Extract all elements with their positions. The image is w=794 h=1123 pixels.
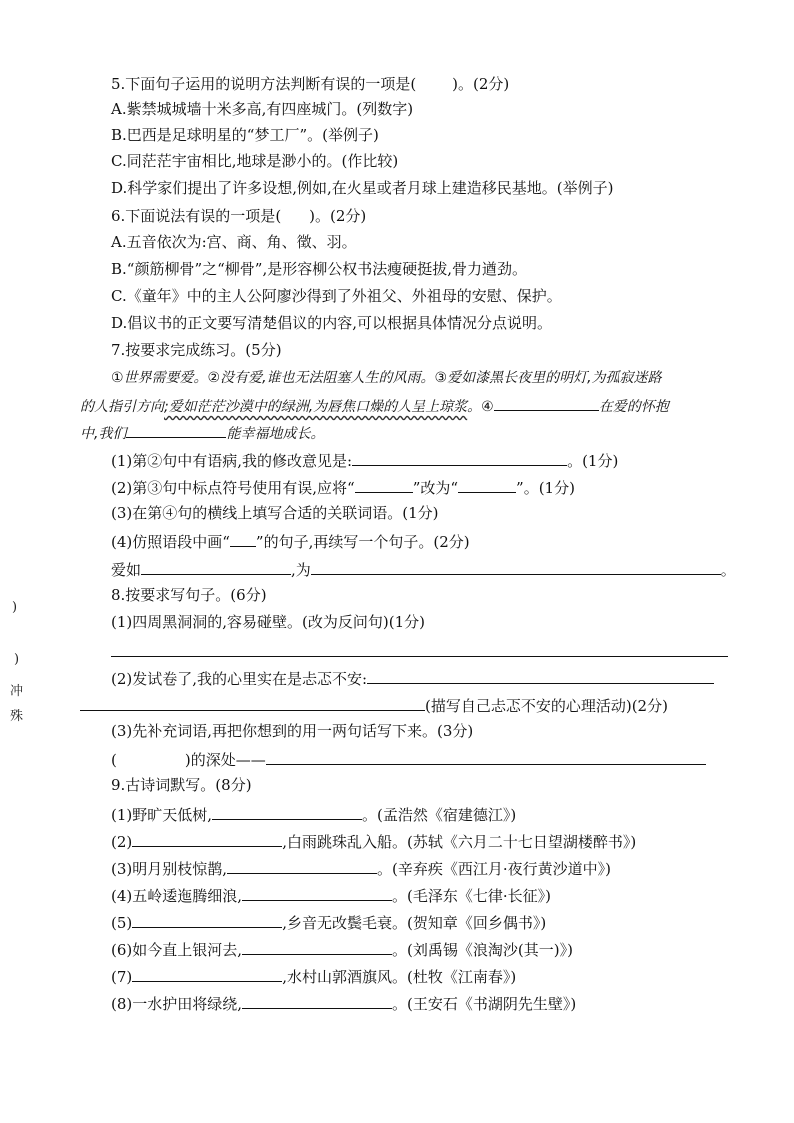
q7-sub2-blank-b[interactable] [458,476,516,493]
q7-sub4-answer: 爱如 ,为 。 [111,558,736,580]
q9-line-3: (3)明月别枝惊鹊, 。(辛弃疾《西江月·夜行黄沙道中》) [111,857,611,879]
q5-option-a: A.紫禁城城墙十米多高,有四座城门。(列数字) [111,100,414,118]
poem-blank[interactable] [242,884,392,901]
margin-mark: 殊 [10,709,24,724]
q8-sub3: (3)先补充词语,再把你想到的用一两句话写下来。(3分) [111,722,474,740]
poem-blank[interactable] [242,992,392,1009]
answer-paren-blank[interactable] [281,205,309,221]
q5-option-b: B.巴西是足球明星的“梦工厂”。(举例子) [111,126,379,144]
poem-blank[interactable] [132,911,282,928]
q7-stem: 7.按要求完成练习。(5分) [111,341,282,359]
q7-sub4-mark [230,530,256,547]
q9-stem: 9.古诗词默写。(8分) [111,776,252,794]
q7-sub4: (4)仿照语段中画“ ”的句子,再续写一个句子。(2分) [111,530,470,552]
q9-line-1: (1)野旷天低树, 。(孟浩然《宿建德江》) [111,803,516,825]
q7-sub2-blank-a[interactable] [355,476,413,493]
q8-sub2-blank[interactable] [367,667,714,684]
poem-blank[interactable] [242,938,392,955]
q8-sub3-blank[interactable] [266,748,706,765]
q7-blank-2[interactable] [126,421,226,438]
q7-sub3: (3)在第④句的横线上填写合适的关联词语。(1分) [111,504,439,522]
q9-line-8: (8)一水护田将绿绕, 。(王安石《书湖阴先生壁》) [111,992,576,1014]
q8-sub1-answer-line[interactable] [111,656,728,657]
q5-option-d: D.科学家们提出了许多设想,例如,在火星或者月球上建造移民基地。(举例子) [111,179,614,197]
poem-blank[interactable] [132,965,282,982]
q9-line-5: (5) ,乡音无改鬓毛衰。(贺知章《回乡偶书》) [111,911,546,933]
q6-stem: 6.下面说法有误的一项是( )。(2分) [111,207,367,225]
q8-sub1: (1)四周黑洞洞的,容易碰壁。(改为反问句)(1分) [111,613,425,631]
q6-option-a: A.五音依次为:宫、商、角、徵、羽。 [111,233,357,251]
q7-sub2: (2)第③句中标点符号使用有误,应将“ ”改为“ ”。(1分) [111,476,575,498]
q9-line-7: (7) ,水村山郭酒旗风。(杜牧《江南春》) [111,965,516,987]
q5-stem: 5.下面句子运用的说明方法判断有误的一项是( )。(2分) [111,75,510,93]
q8-sub3-answer: ( )的深处—— [111,748,706,770]
answer-paren-blank[interactable] [416,73,452,89]
q7-sub4-blank-a[interactable] [141,558,291,575]
margin-mark: ) [14,652,20,667]
q7-passage-line2: 的人指引方向;爱如茫茫沙漠中的绿洲,为唇焦口燥的人呈上琼浆。④ 在爱的怀抱 [80,394,669,417]
q9-line-6: (6)如今直上银河去, 。(刘禹锡《浪淘沙(其一)》) [111,938,573,960]
q7-blank-1[interactable] [494,394,599,411]
q6-option-c: C.《童年》中的主人公阿廖沙得到了外祖父、外祖母的安慰、保护。 [111,287,562,305]
margin-mark: ) [12,600,18,615]
q7-passage-line3: 中,我们 能幸福地成长。 [80,421,324,444]
q7-sub1-blank[interactable] [352,449,567,466]
q7-sub1: (1)第②句中有语病,我的修改意见是: 。(1分) [111,449,618,471]
q5-option-c: C.同茫茫宇宙相比,地球是渺小的。(作比较) [111,152,399,170]
q9-line-4: (4)五岭逶迤腾细浪, 。(毛泽东《七律·长征》) [111,884,551,906]
q9-line-2: (2) ,白雨跳珠乱入船。(苏轼《六月二十七日望湖楼醉书》) [111,830,636,852]
q6-option-d: D.倡议书的正文要写清楚倡议的内容,可以根据具体情况分点说明。 [111,314,553,332]
q7-passage-line1: ①世界需要爱。②没有爱,谁也无法阻塞人生的风雨。③爱如漆黑长夜里的明灯,为孤寂迷路 [111,370,662,386]
poem-blank[interactable] [212,803,362,820]
poem-blank[interactable] [132,830,282,847]
q8-sub2-blank-2[interactable] [80,694,425,711]
q7-sub4-blank-b[interactable] [311,558,721,575]
q6-option-b: B.“颜筋柳骨”之“柳骨”,是形容柳公权书法瘦硬挺拔,骨力遒劲。 [111,260,528,278]
q8-stem: 8.按要求写句子。(6分) [111,586,267,604]
q8-sub2-cont: (描写自己忐忑不安的心理活动)(2分) [80,694,668,716]
margin-mark: 冲 [10,684,24,699]
poem-blank[interactable] [227,857,377,874]
q8-sub2: (2)发试卷了,我的心里实在是忐忑不安: [111,667,714,689]
